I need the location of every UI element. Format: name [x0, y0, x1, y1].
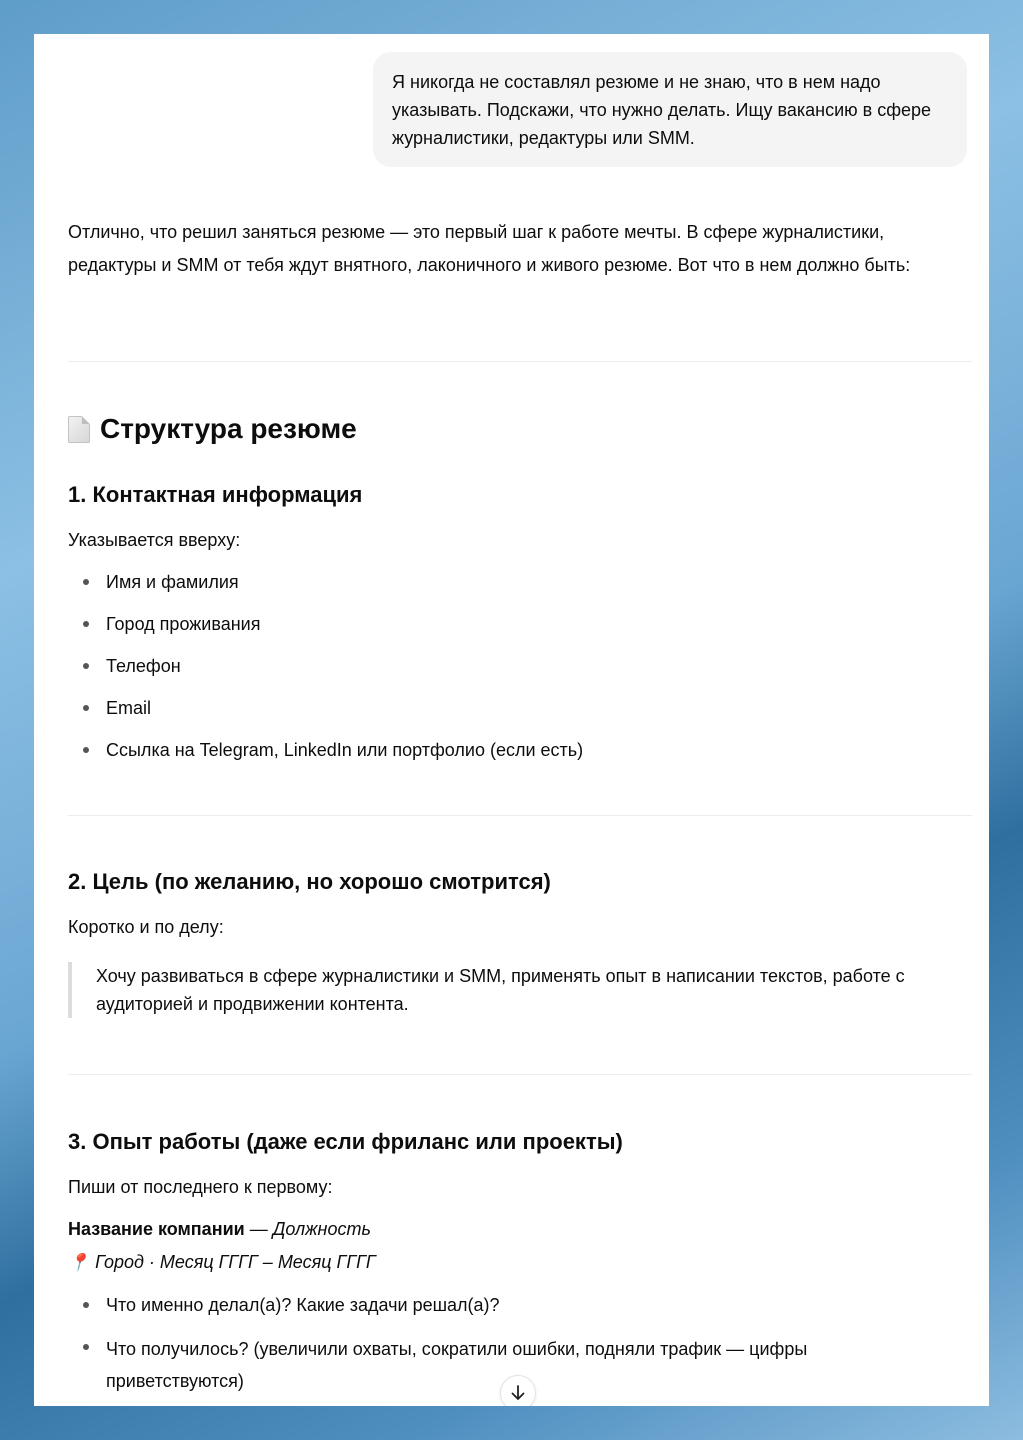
section-contact-lead: Указывается вверху: — [68, 530, 241, 550]
divider — [68, 815, 972, 816]
section-goal-lead: Коротко и по делу: — [68, 917, 224, 937]
list-item: Email — [68, 694, 583, 722]
section-experience-heading: 3. Опыт работы (даже если фриланс или проекты) — [68, 1129, 623, 1154]
chat-page — [34, 34, 989, 1406]
contact-list — [68, 568, 583, 764]
list-item: Имя и фамилия — [68, 568, 583, 596]
structure-title: Структура резюме — [100, 413, 357, 444]
page-facing-up-icon — [68, 416, 90, 443]
structure-heading — [68, 409, 357, 449]
list-item: Город проживания — [68, 610, 583, 638]
section-goal-heading: 2. Цель (по желанию, но хорошо смотрится) — [68, 869, 551, 894]
arrow-down-icon — [509, 1384, 527, 1402]
separator: — — [244, 1219, 273, 1239]
job-title-line — [68, 1215, 371, 1243]
job-position: Должность — [272, 1219, 371, 1239]
user-message-bubble: Я никогда не составлял резюме и не знаю, что в нем надо указывать. Подскажи, что нужно делать. Ищу вакансию в сфере журналистики, редактуры или SMM. — [373, 52, 967, 167]
goal-blockquote: Хочу развиваться в сфере журналистики и SMM, применять опыт в написании текстов, работе с аудиторией и продвижении контента. — [68, 962, 968, 1018]
job-location-dates — [68, 1248, 376, 1277]
list-item: Ссылка на Telegram, LinkedIn или портфолио (если есть) — [68, 736, 583, 764]
experience-list — [68, 1291, 888, 1397]
divider — [68, 361, 972, 362]
round-pushpin-icon: 📍 — [68, 1253, 90, 1272]
list-item: Что именно делал(а)? Какие задачи решал(а)? — [68, 1291, 888, 1319]
section-experience-lead: Пиши от последнего к первому: — [68, 1177, 333, 1197]
location-dates-text: Город · Месяц ГГГГ – Месяц ГГГГ — [95, 1252, 376, 1272]
assistant-intro: Отлично, что решил заняться резюме — это первый шаг к работе мечты. В сфере журналистики, редактуры и SMM от тебя ждут внятного, лаконичного и живого резюме. Вот что в нем должно быть: — [68, 222, 911, 275]
scroll-to-bottom-button[interactable] — [500, 1375, 536, 1406]
section-contact-heading: 1. Контактная информация — [68, 482, 363, 507]
list-item: Что получилось? (увеличили охваты, сократили ошибки, подняли трафик — цифры приветствуются) — [68, 1333, 888, 1397]
company-name: Название компании — [68, 1219, 245, 1239]
list-item: Телефон — [68, 652, 583, 680]
divider — [68, 1074, 972, 1075]
